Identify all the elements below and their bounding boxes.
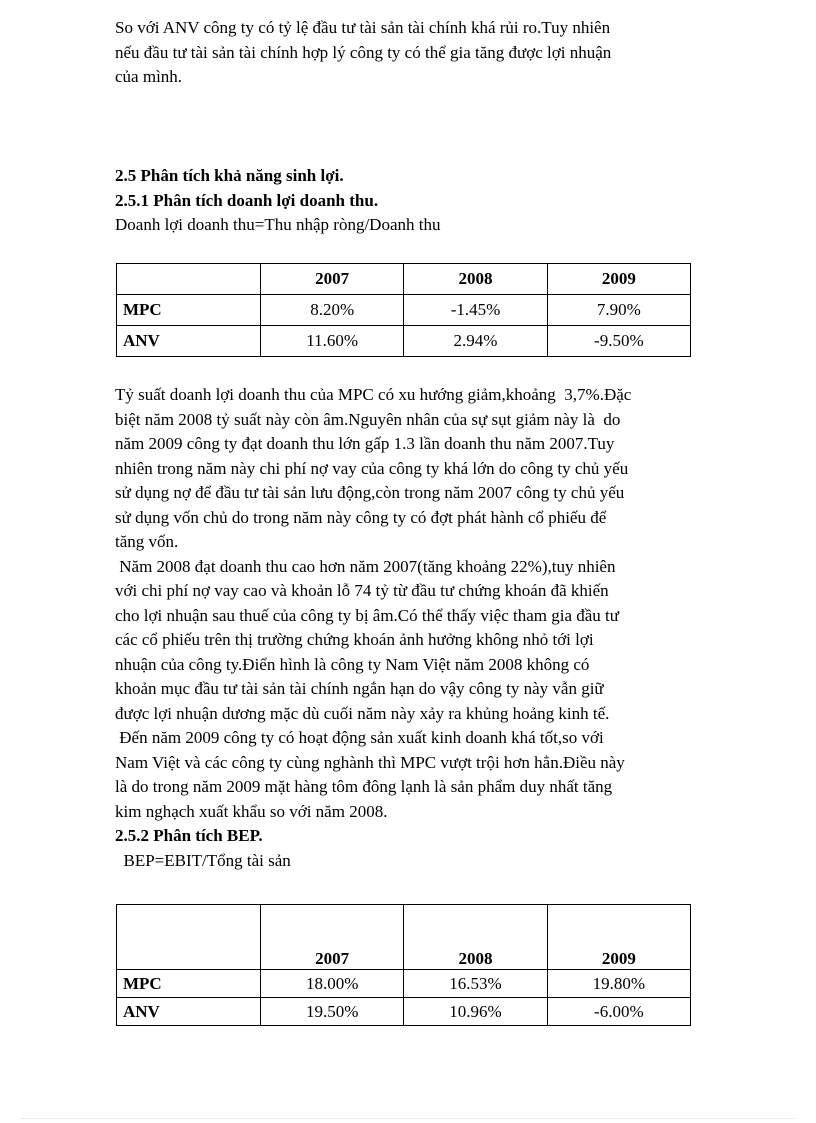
table-cell: 10.96% <box>404 998 547 1026</box>
text-line: được lợi nhuận dương mặc dù cuối năm này xảy ra khủng hoảng kinh tế. <box>115 703 610 723</box>
table-cell: 2.94% <box>404 326 547 357</box>
text-line: nếu đầu tư tài sản tài chính hợp lý công ty có thể gia tăng được lợi nhuận <box>115 42 612 62</box>
text-line: là do trong năm 2009 mặt hàng tôm đông lạnh là sản phẩm duy nhất tăng <box>115 777 613 796</box>
text-line: Nam Việt và các công ty cùng nghành thì MPC vượt trội hơn hẳn.Điều này <box>115 752 625 772</box>
table-header-cell: 2007 <box>261 905 404 970</box>
table-header-cell: 2009 <box>547 264 690 295</box>
table-header-row <box>117 264 691 295</box>
row-label: MPC <box>117 970 261 998</box>
subsection-heading-1: 2.5.1 Phân tích doanh lợi doanh thu. <box>115 190 379 210</box>
table-bep <box>116 904 691 1026</box>
table-header-cell: 2009 <box>547 905 690 970</box>
text-line: khoản mục đầu tư tài sản tài chính ngắn hạn do vậy công ty này vẫn giữ <box>115 679 604 698</box>
text-line: với chi phí nợ vay cao và khoản lỗ 74 tỷ từ đầu tư chứng khoán đã khiến <box>115 581 609 600</box>
table-cell: -1.45% <box>404 295 547 326</box>
text-line: Năm 2008 đạt doanh thu cao hơn năm 2007(tăng khoảng 22%),tuy nhiên <box>115 556 616 576</box>
table-header-cell: 2008 <box>404 264 547 295</box>
table-header-cell: 2008 <box>404 905 547 970</box>
intro-paragraph <box>115 16 611 90</box>
table-cell: -9.50% <box>547 326 690 357</box>
table-row <box>117 295 691 326</box>
table-cell: 11.60% <box>261 326 404 357</box>
text-line: biệt năm 2008 tỷ suất này còn âm.Nguyên nhân của sự sụt giảm này là do <box>115 409 621 429</box>
table-cell: -6.00% <box>547 998 690 1026</box>
table-header-row <box>117 905 691 970</box>
text-line: kim nghạch xuất khẩu so với năm 2008. <box>115 801 388 821</box>
formula-2: BEP=EBIT/Tổng tài sản <box>115 850 291 870</box>
table-header-cell: 2007 <box>261 264 404 295</box>
text-line: các cổ phiếu trên thị trường chứng khoán ảnh hưởng không nhỏ tới lợi <box>115 630 594 649</box>
subsection-heading-2: 2.5.2 Phân tích BEP. <box>115 826 263 845</box>
section-headings <box>115 164 440 238</box>
row-label: ANV <box>117 326 261 357</box>
page-bottom-divider <box>20 1118 796 1119</box>
table-row <box>117 326 691 357</box>
table-cell: 19.80% <box>547 970 690 998</box>
table-row <box>117 970 691 998</box>
table-revenue-margin <box>116 263 691 357</box>
row-label: ANV <box>117 998 261 1026</box>
text-line: sử dụng vốn chủ do trong năm này công ty có đợt phát hành cổ phiếu để <box>115 507 607 527</box>
analysis-paragraph <box>115 383 631 873</box>
section-heading: 2.5 Phân tích khả năng sinh lợi. <box>115 166 344 185</box>
text-line: nhuận của công ty.Điển hình là công ty Nam Việt năm 2008 không có <box>115 654 590 674</box>
table-cell: 8.20% <box>261 295 404 326</box>
text-line: tăng vốn. <box>115 532 179 551</box>
text-line: nhiên trong năm này chi phí nợ vay của công ty khá lớn do công ty chủ yếu <box>115 458 629 478</box>
row-label: MPC <box>117 295 261 326</box>
text-line: năm 2009 công ty đạt doanh thu lớn gấp 1.3 lần doanh thu năm 2007.Tuy <box>115 434 615 453</box>
text-line: So với ANV công ty có tỷ lệ đầu tư tài sản tài chính khá rủi ro.Tuy nhiên <box>115 18 611 37</box>
table-cell: 7.90% <box>547 295 690 326</box>
text-line: Tỷ suất doanh lợi doanh thu của MPC có xu hướng giảm,khoảng 3,7%.Đặc <box>115 385 632 404</box>
table-cell: 18.00% <box>261 970 404 998</box>
table-cell: 16.53% <box>404 970 547 998</box>
text-line: sử dụng nợ để đầu tư tài sản lưu động,còn trong năm 2007 công ty chủ yếu <box>115 483 625 502</box>
table-header-cell <box>117 905 261 970</box>
formula-1: Doanh lợi doanh thu=Thu nhập ròng/Doanh thu <box>115 215 441 234</box>
text-line: của mình. <box>115 67 183 86</box>
text-line: cho lợi nhuận sau thuế của công ty bị âm.Có thể thấy việc tham gia đầu tư <box>115 605 619 625</box>
text-line: Đến năm 2009 công ty có hoạt động sản xuất kinh doanh khá tốt,so với <box>115 728 604 747</box>
table-row <box>117 998 691 1026</box>
table-header-cell <box>117 264 261 295</box>
table-cell: 19.50% <box>261 998 404 1026</box>
